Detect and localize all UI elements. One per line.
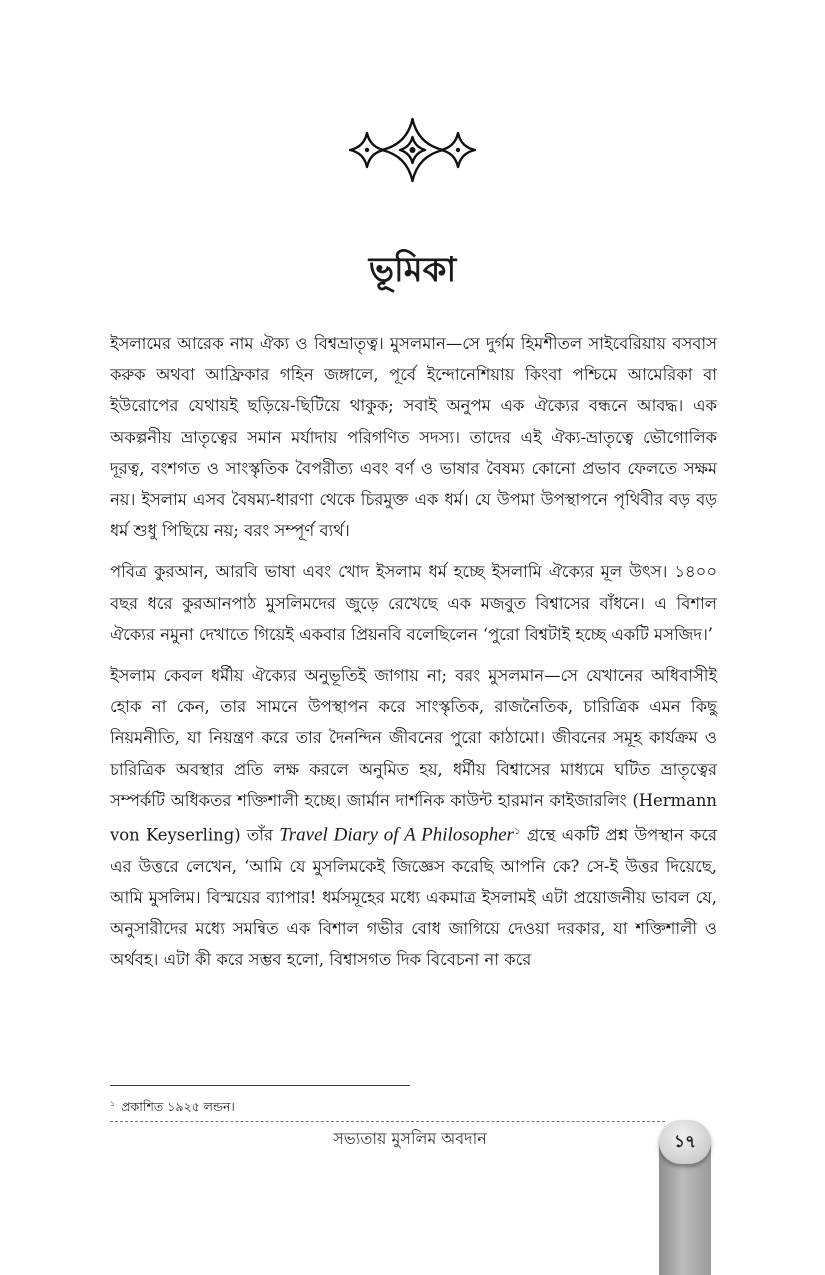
footnote-text: প্রকাশিত ১৯২৫ লন্ডন। xyxy=(121,1099,235,1115)
running-title: সভ্যতায় মুসলিম অবদান xyxy=(333,1129,487,1148)
paragraph-2: পবিত্র কুরআন, আরবি ভাষা এবং খোদ ইসলাম ধর্ম হচ্ছে ইসলামি ঐক্যের মূল উৎস। ১৪০০ বছর ধরে কুরআনপাঠ মুসলিমদের জুড়ে রেখেছে এক মজবুত বিশ্বাসের বাঁধনে। এ বিশাল ঐক্যের নমুনা দেখাতে গিয়েই একবার প্রিয়নবি বলেছিলেন ‘পুরো বিশ্বটাই হচ্ছে একটি মসজিদ।’ xyxy=(110,562,717,644)
footer-divider xyxy=(110,1121,665,1122)
footnote-divider xyxy=(110,1085,410,1086)
paragraph-3-text-end: গ্রন্থে একটি প্রশ্ন উপস্থান করে এর উত্তরে লেখেন, ‘আমি যে মুসলিমকেই জিজ্ঞেস করেছি আপনি কে? সে-ই উত্তর দিয়েছে, আমি মুসলিম। বিস্ময়ের ব্যাপার! ধর্মসমূহের মধ্যে একমাত্র ইসলামই এটা প্রয়োজনীয় ভাবল যে, অনুসারীদের মধ্যে সমন্বিত এক বিশাল গভীর বোধ জাগিয়ে দেওয়া দরকার, যা শক্তিশালী ও অর্থবহ। এটা কী করে সম্ভব হলো, বিশ্বাসগত দিক বিবেচনা না করে xyxy=(110,825,718,970)
page-number: ১৭ xyxy=(659,1120,711,1164)
footnote-marker: ১ xyxy=(110,1099,116,1108)
book-title: Travel Diary of A Philosopher xyxy=(279,824,515,846)
four-point-star-ornament-icon xyxy=(340,115,485,185)
footnote-reference: ১ xyxy=(514,826,521,838)
paragraph-3 xyxy=(110,660,717,976)
page-title: ভূমিকা xyxy=(368,250,457,290)
paragraph-3-text-start: ইসলাম কেবল ধর্মীয় ঐক্যের অনুভূতিই জাগায় না; বরং মুসলমান—সে যেখানের অধিবাসীই হোক না কেন, তার সামনে উপস্থাপন করে সাংস্কৃতিক, রাজনৈতিক, চারিত্রিক এমন কিছু নিয়মনীতি, যা নিয়ন্ত্রণ করে তার দৈনন্দিন জীবনের পুরো কাঠামো। জীবনের সমূহ কার্যক্রম ও চারিত্রিক অবস্থার প্রতি লক্ষ করলে অনুমিত হয়, ধর্মীয় বিশ্বাসের মাধ্যমে ঘটিত ভ্রাতৃত্বের সম্পর্কটি অধিকতর শক্তিশালী হচ্ছে। জার্মান দার্শনিক কাউন্ট হারমান কাইজারলিং (Hermann von Keyserling) তাঁর xyxy=(110,666,717,845)
footnote xyxy=(110,1095,235,1116)
paragraph-1: ইসলামের আরেক নাম ঐক্য ও বিশ্বভ্রাতৃত্ব। মুসলমান—সে দুর্গম হিমশীতল সাইবেরিয়ায় বসবাস করুক অথবা আফ্রিকার গহিন জঙ্গালে, পূর্বে ইন্দোনেশিয়ায় কিংবা পশ্চিমে আমেরিকা বা ইউরোপের যেথায়ই ছড়িয়ে-ছিটিয়ে থাকুক; সবাই অনুপম এক ঐক্যের বন্ধনে আবদ্ধ। এক অকল্পনীয় ভ্রাতৃত্বের সমান মর্যাদায় পরিগণিত সদস্য। তাদের এই ঐক্য-ভ্রাতৃত্বে ভৌগোলিক দূরত্ব, বংশগত ও সাংস্কৃতিক বৈপরীত্য এবং বর্ণ ও ভাষার বৈষম্য কোনো প্রভাব ফেলতে সক্ষম নয়। ইসলাম এসব বৈষম্য-ধারণা থেকে চিরমুক্ত এক ধর্ম। যে উপমা উপস্থাপনে পৃথিবীর বড় বড় ধর্ম শুধু পিছিয়ে নয়; বরং সম্পূর্ণ ব্যর্থ। xyxy=(110,334,717,541)
body-text xyxy=(110,328,717,986)
